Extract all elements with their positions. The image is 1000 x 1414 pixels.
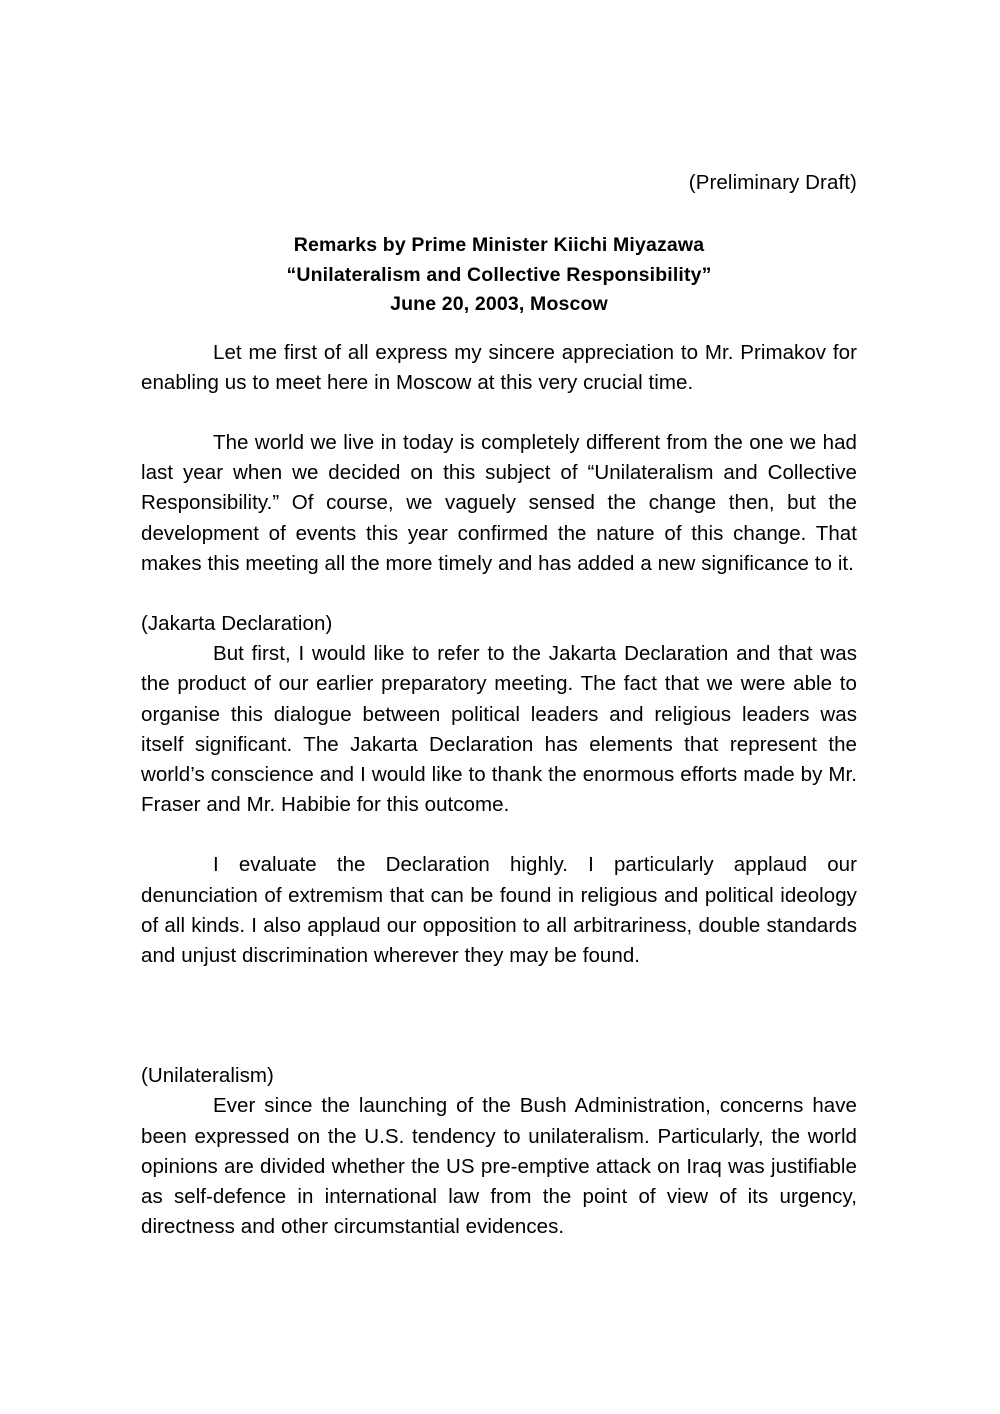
section-heading-jakarta-declaration: (Jakarta Declaration): [141, 611, 333, 635]
paragraph-appreciation: Let me first of all express my sincere appreciation to Mr. Primakov for enabling us to meet here in Moscow at this very crucial time.: [141, 340, 857, 394]
paragraph-spacer: [141, 579, 857, 609]
title-line-speaker: Remarks by Prime Minister Kiichi Miyazawa: [293, 234, 705, 256]
section-spacer: [141, 971, 857, 1061]
paragraph-unilateralism: Ever since the launching of the Bush Administration, concerns have been expressed on the U.S. tendency to unilateralism. Particularly, the world opinions are divided whether the US pre-emptive attack on Iraq was justifiable as self-defence in international law from the point of view of its urgency, directness and other circumstantial evidences.: [141, 1094, 857, 1239]
paragraph-evaluate-declaration: I evaluate the Declaration highly. I particularly applaud our denunciation of extremism that can be found in religious and political ideology of all kinds. I also applaud our opposition to all arbitrariness, double standards and unjust discrimination wherever they may be found.: [141, 853, 857, 967]
paragraph-spacer: [141, 398, 857, 428]
preliminary-draft-label: (Preliminary Draft): [688, 171, 857, 194]
document-title-block: [141, 231, 857, 320]
document-body: [141, 338, 857, 1243]
section-heading-unilateralism: (Unilateralism): [141, 1064, 274, 1088]
title-line-subject: “Unilateralism and Collective Responsibility”: [286, 263, 712, 286]
paragraph-world-today: The world we live in today is completely different from the one we had last year when we decided on this subject of “Unilateralism and Collective Responsibility.” Of course, we vaguely sensed the change then, but the development of events this year confirmed the nature of this change. That makes this meeting all the more timely and has added a new significance to it.: [141, 430, 857, 575]
paragraph-spacer: [141, 820, 857, 850]
document-content: [141, 168, 857, 1242]
title-line-date-location: June 20, 2003, Moscow: [390, 293, 608, 315]
paragraph-jakarta-declaration: But first, I would like to refer to the Jakarta Declaration and that was the product of our earlier preparatory meeting. The fact that we were able to organise this dialogue between political leaders and religious leaders was itself significant. The Jakarta Declaration has elements that represent the world’s conscience and I would like to thank the enormous efforts made by Mr. Fraser and Mr. Habibie for this outcome.: [141, 642, 857, 817]
